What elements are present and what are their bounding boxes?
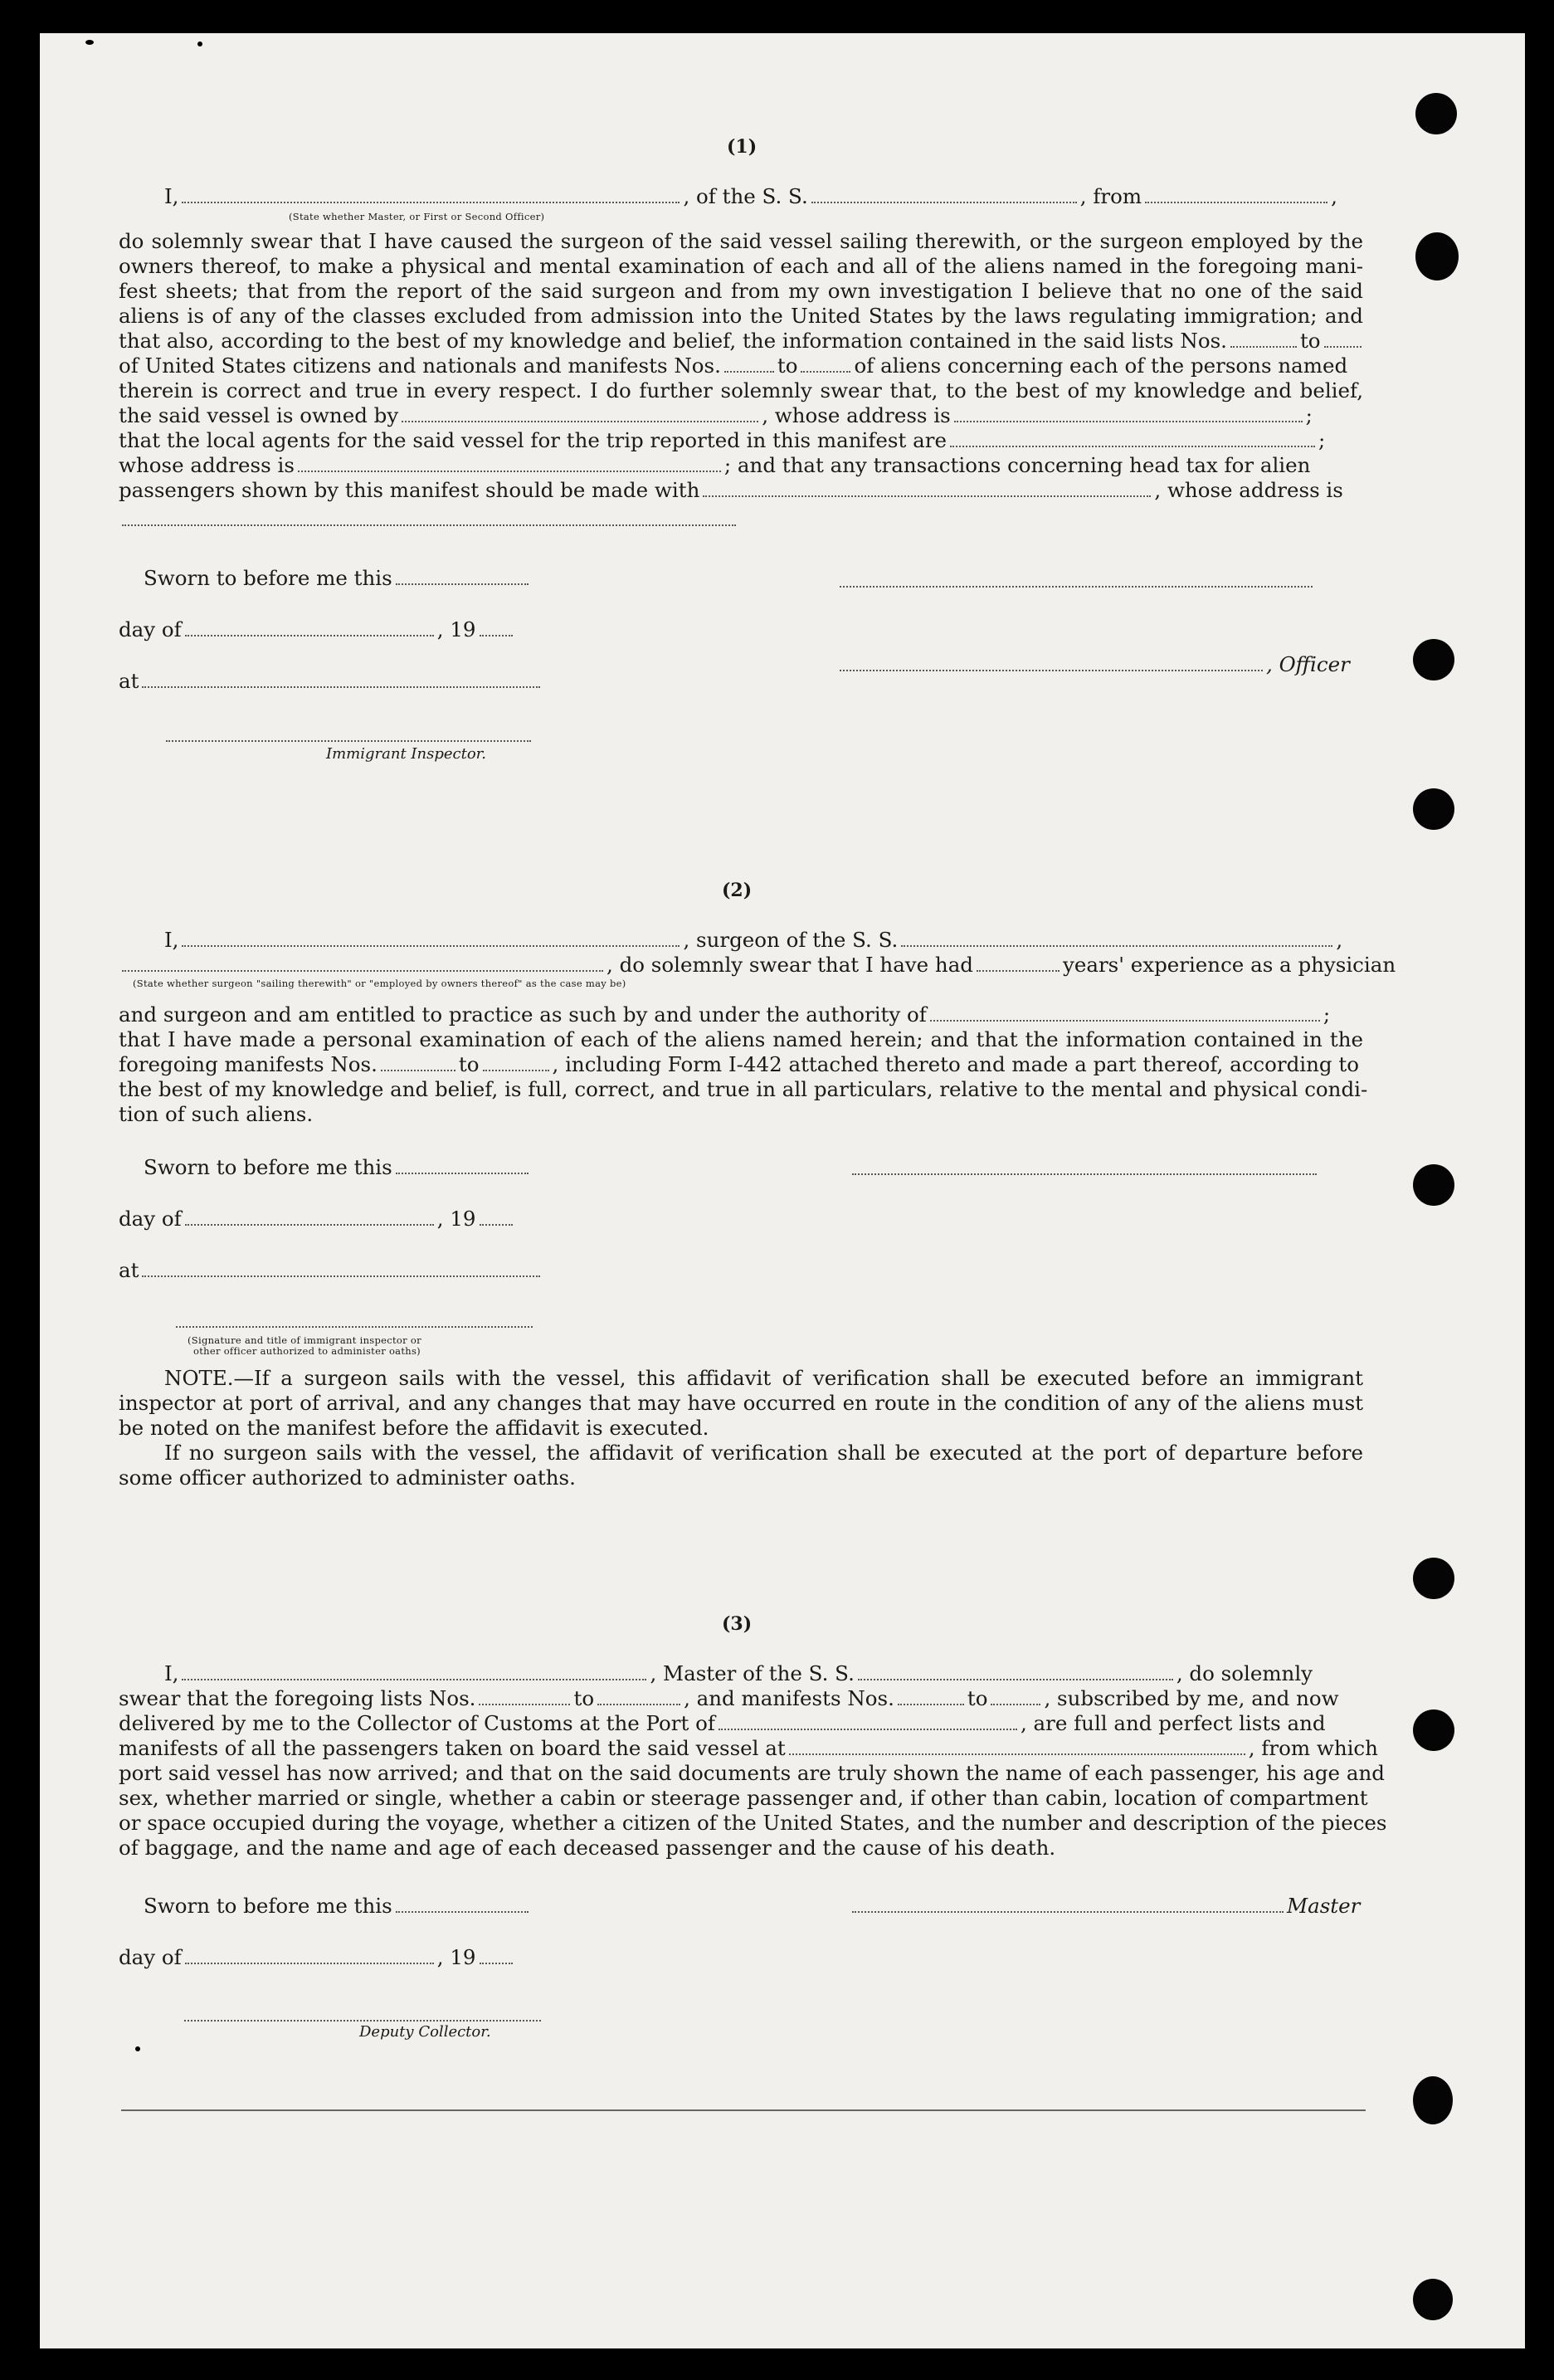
section-2-number: (2) xyxy=(722,880,753,901)
s2-at: at xyxy=(119,1258,543,1283)
s1-day: day of , 19 xyxy=(119,617,516,642)
punch-hole xyxy=(1413,2076,1453,2124)
s2-para-line-2: that I have made a personal examination of each of the aliens named herein; and that the information contained in the xyxy=(119,1027,1363,1051)
bottom-rule xyxy=(121,2109,1366,2111)
speck xyxy=(197,41,202,46)
s1-para-line-5: that also, according to the best of my knowledge and belief, the information contained in the said lists Nos. to xyxy=(119,329,1365,354)
s1-para-line-6: of United States citizens and nationals and manifests Nos. to of aliens concerning each of the persons named xyxy=(119,354,1348,378)
s2-line-2: , do solemnly swear that I have had years' experience as a physician xyxy=(119,953,1396,978)
form-page xyxy=(40,33,1525,2348)
s1-para-line-11: passengers shown by this manifest should be made with , whose address is xyxy=(119,478,1343,502)
s2-surgeon-note: (State whether surgeon "sailing therewith" or "employed by owners thereof" as the case may be) xyxy=(133,978,626,989)
s2-line-1: I, , surgeon of the S. S. , xyxy=(164,928,1343,952)
s1-para-line-2: owners thereof, to make a physical and mental examination of each and all of the aliens named in the foregoing mani- xyxy=(119,254,1363,278)
s2-signature-line xyxy=(852,1173,1317,1175)
s3-line-6: sex, whether married or single, whether a cabin or steerage passenger and, if other than cabin, location of compartment xyxy=(119,1786,1368,1810)
speck xyxy=(85,40,94,45)
section-1-number: (1) xyxy=(727,136,758,158)
s3-day: day of , 19 xyxy=(119,1945,516,1970)
punch-hole xyxy=(1415,93,1457,134)
s1-sworn: Sworn to before me this xyxy=(144,566,532,591)
s2-day: day of , 19 xyxy=(119,1207,516,1231)
s1-officer-line: , Officer xyxy=(836,652,1350,677)
s1-signature-line xyxy=(840,586,1313,588)
punch-hole xyxy=(1413,1558,1454,1599)
s3-collector-line xyxy=(184,2020,541,2022)
s1-para-line-7: therein is correct and true in every respect. I do further solemnly swear that, to the best of my knowledge and belief, xyxy=(119,378,1363,402)
punch-hole xyxy=(1413,1709,1454,1751)
section-3-number: (3) xyxy=(722,1613,753,1635)
s3-line-3: delivered by me to the Collector of Customs at the Port of , are full and perfect lists and xyxy=(119,1711,1326,1735)
s1-inspector-label: Immigrant Inspector. xyxy=(326,745,487,763)
s1-para-line-3: fest sheets; that from the report of the said surgeon and from my own investigation I believe that no one of the said xyxy=(119,279,1363,303)
s2-sworn: Sworn to before me this xyxy=(144,1155,532,1180)
s1-at: at xyxy=(119,669,543,694)
punch-hole xyxy=(1413,1164,1454,1206)
s2-sig-note-2: other officer authorized to administer oaths) xyxy=(193,1345,421,1357)
s3-line-2: swear that the foregoing lists Nos. to , and manifests Nos. to , subscribed by me, and now xyxy=(119,1686,1339,1710)
s3-sworn: Sworn to before me this xyxy=(144,1894,532,1919)
s1-address-line xyxy=(122,524,736,526)
s3-collector-label: Deputy Collector. xyxy=(359,2023,491,2041)
s1-officer-note: (State whether Master, or First or Second Officer) xyxy=(289,211,545,222)
punch-hole xyxy=(1413,788,1454,830)
s3-line-8: of baggage, and the name and age of each deceased passenger and the cause of his death. xyxy=(119,1836,1056,1860)
s2-sig-note-1: (Signature and title of immigrant inspector or xyxy=(188,1334,421,1346)
s3-line-5: port said vessel has now arrived; and that on the said documents are truly shown the name of each passenger, his age and xyxy=(119,1761,1385,1785)
s2-para-line-5: tion of such aliens. xyxy=(119,1102,314,1126)
s1-para-line-1: do solemnly swear that I have caused the surgeon of the said vessel sailing therewith, or the surgeon employed by the xyxy=(119,229,1363,253)
s3-master-line: Master xyxy=(849,1894,1360,1919)
s2-note-4: If no surgeon sails with the vessel, the affidavit of verification shall be executed at the port of departure before xyxy=(164,1441,1363,1465)
s2-note-3: be noted on the manifest before the affidavit is executed. xyxy=(119,1416,709,1440)
s1-para-line-4: aliens is of any of the classes excluded from admission into the United States by the laws regulating immigration; and xyxy=(119,304,1363,328)
s1-inspector-line xyxy=(166,740,531,742)
s1-para-line-9: that the local agents for the said vessel for the trip reported in this manifest are ; xyxy=(119,428,1326,452)
punch-hole xyxy=(1415,232,1459,280)
s3-line-1: I, , Master of the S. S. , do solemnly xyxy=(164,1661,1313,1685)
s1-para-line-8: the said vessel is owned by , whose address is ; xyxy=(119,403,1313,427)
speck xyxy=(135,2046,140,2051)
punch-hole xyxy=(1413,2279,1453,2320)
s2-inspector-line xyxy=(176,1326,533,1328)
s3-line-4: manifests of all the passengers taken on board the said vessel at , from which xyxy=(119,1736,1378,1760)
punch-hole xyxy=(1413,639,1454,680)
s1-line-1: I, , of the S. S. , from , xyxy=(164,184,1337,208)
s2-para-line-4: the best of my knowledge and belief, is full, correct, and true in all particulars, relative to the mental and physical condi- xyxy=(119,1077,1368,1101)
s2-note-5: some officer authorized to administer oaths. xyxy=(119,1466,576,1490)
s2-para-line-3: foregoing manifests Nos. to , including Form I-442 attached thereto and made a part thereof, according to xyxy=(119,1052,1359,1076)
s2-note-2: inspector at port of arrival, and any changes that may have occurred en route in the condition of any of the aliens must xyxy=(119,1391,1363,1415)
s2-note-1: NOTE.—If a surgeon sails with the vessel, this affidavit of verification shall be executed before an immigrant xyxy=(164,1366,1363,1390)
s2-para-line-1: and surgeon and am entitled to practice as such by and under the authority of ; xyxy=(119,1002,1331,1027)
s3-line-7: or space occupied during the voyage, whether a citizen of the United States, and the number and description of the pieces xyxy=(119,1811,1387,1835)
s1-para-line-10: whose address is ; and that any transactions concerning head tax for alien xyxy=(119,453,1311,477)
